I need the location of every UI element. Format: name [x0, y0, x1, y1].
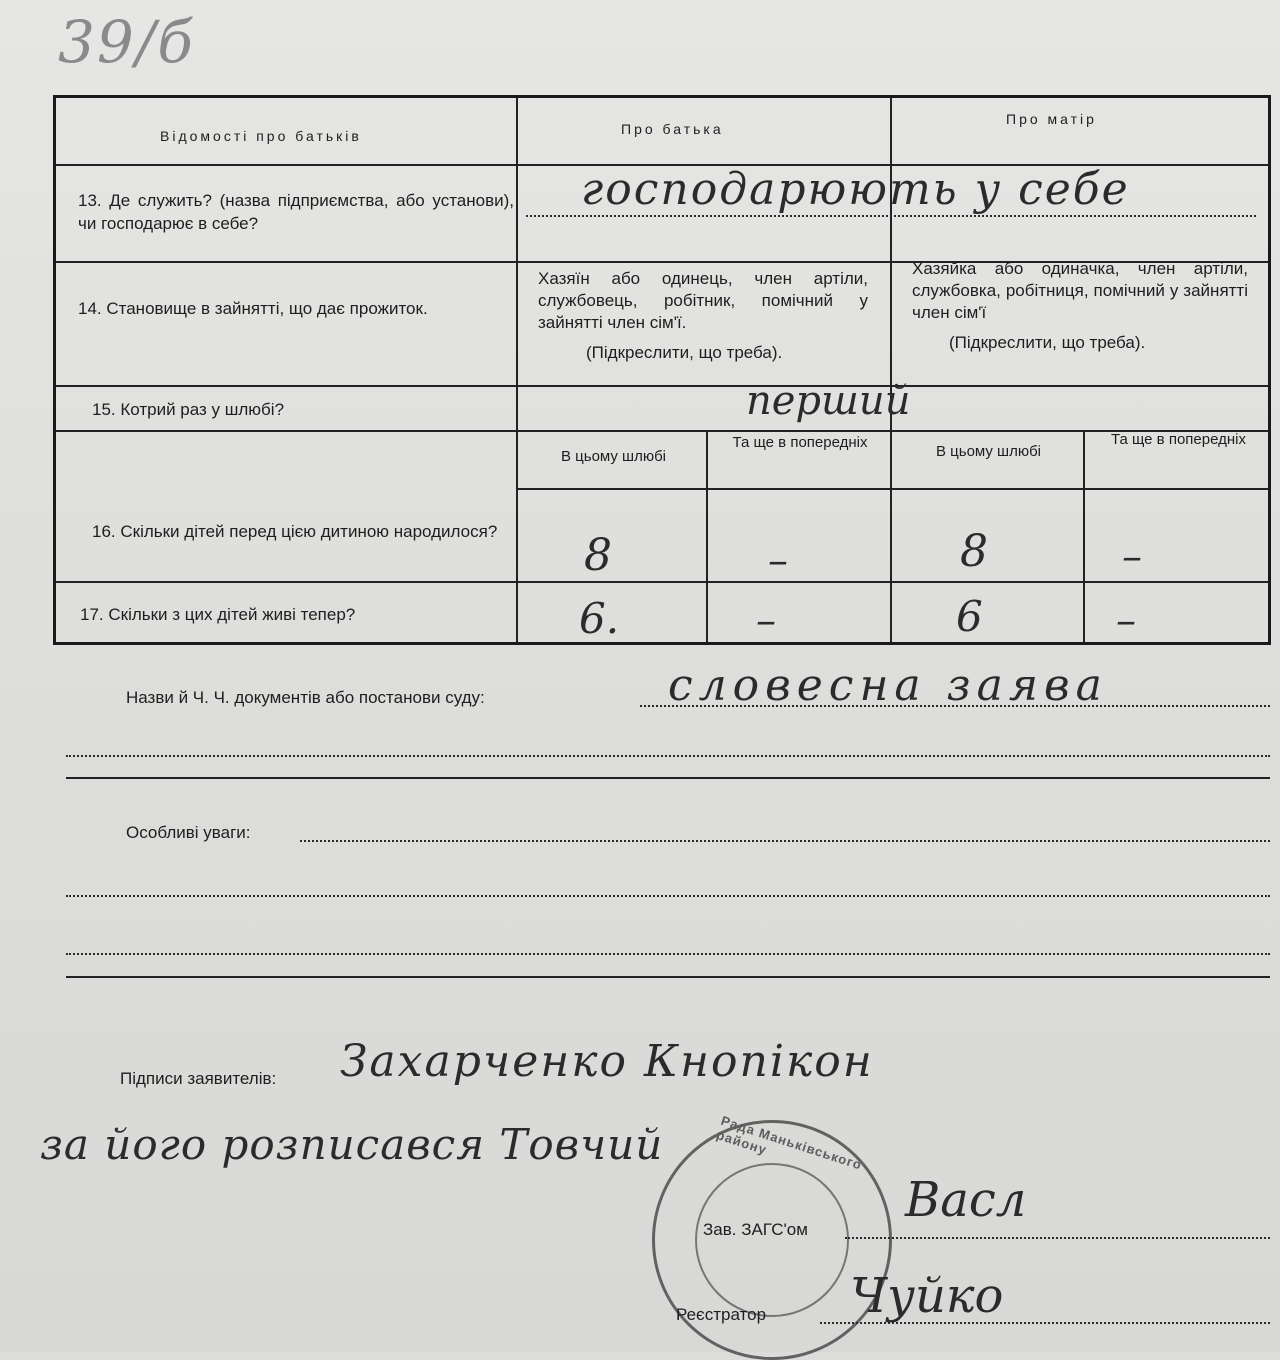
mother-occupation-options: Хазяйка або одиначка, член артіли, службовка, робітниця, помічний у зайнятті член сім'ї: [912, 259, 1248, 322]
question-17: 17. Скільки з цих дітей живі тепер?: [80, 605, 356, 624]
mother-children-alive-this: 6: [956, 592, 983, 641]
father-underline-note: (Підкреслити, що треба).: [586, 343, 783, 362]
stamp-text: Рада Маньківського району: [714, 1112, 865, 1173]
blank-line: [66, 755, 1270, 757]
question-15: 15. Котрий раз у шлюбі?: [92, 400, 285, 419]
question-16: 16. Скільки дітей перед цією дитиною народилося?: [92, 522, 498, 541]
registrar-label: Реєстратор: [676, 1305, 767, 1324]
applicant-signature-line2: за його розписався Товчий: [40, 1120, 664, 1169]
signatures-label: Підписи заявителів:: [120, 1069, 277, 1088]
registrar-signature: Чуйко: [850, 1268, 1004, 1324]
row-divider: [56, 385, 1268, 387]
col-divider: [706, 430, 708, 642]
father-children-this-marriage: 8: [584, 530, 612, 581]
documents-handwritten: словесна заява: [668, 660, 1108, 711]
registry-head-signature: Васл: [905, 1172, 1027, 1228]
handwritten-answer-15: перший: [746, 378, 911, 424]
header-parents-info: Відомості про батьків: [160, 128, 362, 144]
documents-label: Назви й Ч. Ч. документів або постанови суду:: [126, 688, 485, 707]
parents-info-table: [53, 95, 1271, 645]
father-occupation-options: Хазяїн або одинець, член артіли, службовець, робітник, помічний у зайнятті член сім'ї.: [538, 269, 868, 332]
col-divider: [516, 98, 518, 642]
question-14: 14. Становище в зайнятті, що дає прожиток.: [78, 299, 428, 318]
handwritten-answer-13: господарюють у себе: [581, 164, 1130, 215]
remarks-line: [300, 840, 1270, 842]
subheader-previous-mother: Та ще в попередніх: [1111, 431, 1246, 448]
remarks-label: Особливі уваги:: [126, 823, 251, 842]
row-divider: [56, 430, 1268, 432]
answer-line: [526, 215, 1256, 217]
mother-children-alive-previous: –: [1116, 598, 1136, 644]
applicant-signature-line1: Захарченко Кнопікон: [340, 1036, 874, 1087]
blank-line: [66, 895, 1270, 897]
row-divider: [56, 581, 1268, 583]
registry-head-label: Зав. ЗАГС'ом: [703, 1220, 808, 1239]
father-children-alive-previous: –: [756, 598, 776, 644]
header-mother: Про матір: [1006, 111, 1097, 127]
subheader-previous: Та ще в попередніх: [732, 434, 868, 451]
separator-line: [66, 777, 1270, 779]
row-divider: [518, 488, 1268, 490]
mother-children-previous: –: [1122, 534, 1142, 580]
mother-children-this-marriage: 8: [960, 526, 988, 577]
blank-line: [66, 953, 1270, 955]
col-divider: [1083, 430, 1085, 642]
question-13: 13. Де служить? (назва підприємства, або установи), чи господарює в себе?: [78, 191, 514, 233]
subheader-this-marriage: В цьому шлюбі: [560, 448, 667, 465]
mother-underline-note: (Підкреслити, що треба).: [949, 333, 1146, 352]
registry-head-line: [845, 1237, 1270, 1239]
separator-line: [66, 976, 1270, 978]
father-children-previous: –: [768, 538, 788, 584]
father-children-alive-this: 6.: [579, 594, 620, 643]
margin-note: 39/б: [58, 8, 195, 76]
subheader-this-marriage-mother: В цьому шлюбі: [935, 443, 1042, 460]
header-father: Про батька: [621, 121, 724, 137]
